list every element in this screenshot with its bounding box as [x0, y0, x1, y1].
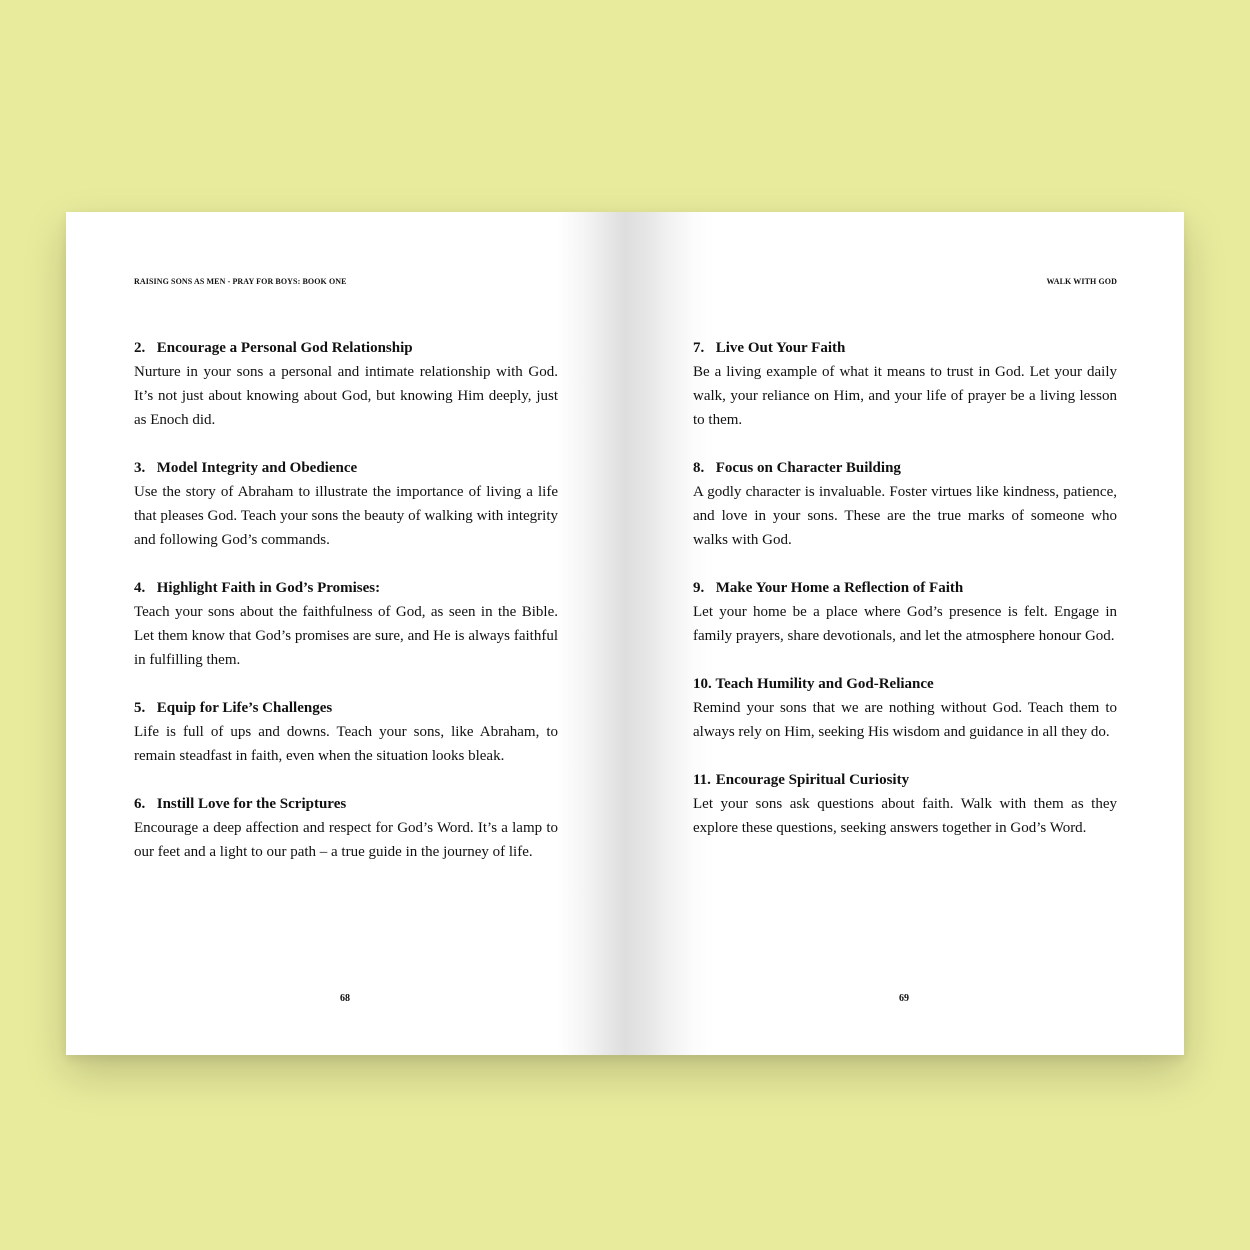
- item-title: [134, 456, 558, 480]
- list-item: [693, 672, 1117, 744]
- item-number: 4.: [134, 580, 146, 596]
- item-number: 8.: [693, 460, 705, 476]
- item-body: Be a living example of what it means to trust in God. Let your daily walk, your reliance on Him, and your life of prayer be a living lesson to them.: [693, 364, 1117, 428]
- item-body: Let your sons ask questions about faith. Walk with them as they explore these questions, seeking answers together in God’s Word.: [693, 796, 1117, 836]
- item-title: [134, 792, 558, 816]
- item-body: Let your home be a place where God’s presence is felt. Engage in family prayers, share devotionals, and let the atmosphere honour God.: [693, 604, 1117, 644]
- item-heading: Instill Love for the Scriptures: [156, 796, 347, 812]
- list-item: [693, 768, 1117, 840]
- item-heading: Equip for Life’s Challenges: [156, 700, 333, 716]
- item-number: 2.: [134, 340, 146, 356]
- item-number: 10.: [693, 676, 712, 692]
- item-title: [693, 456, 1117, 480]
- item-number: 11.: [693, 772, 711, 788]
- item-body: Life is full of ups and downs. Teach your sons, like Abraham, to remain steadfast in faith, even when the situation looks bleak.: [134, 724, 558, 764]
- item-number: 9.: [693, 580, 705, 596]
- list-item: [134, 456, 558, 552]
- running-head: WALK WITH GOD: [1046, 277, 1117, 286]
- item-title: [134, 336, 558, 360]
- item-body: Use the story of Abraham to illustrate the importance of living a life that pleases God. Teach your sons the beauty of walking with integrity and following God’s commands.: [134, 484, 558, 548]
- item-title: [693, 576, 1117, 600]
- list-item: [134, 576, 558, 672]
- item-heading: Encourage a Personal God Relationship: [156, 340, 413, 356]
- book-spread: [66, 212, 1184, 1055]
- item-body: Teach your sons about the faithfulness of God, as seen in the Bible. Let them know that God’s promises are sure, and He is always faithful in fulfilling them.: [134, 604, 558, 668]
- list-item: [693, 456, 1117, 552]
- item-title: [693, 672, 1117, 696]
- left-page: [66, 212, 625, 1055]
- item-body: A godly character is invaluable. Foster virtues like kindness, patience, and love in your sons. These are the true marks of someone who walks with God.: [693, 484, 1117, 548]
- right-page: [625, 212, 1184, 1055]
- item-number: 5.: [134, 700, 146, 716]
- item-heading: Highlight Faith in God’s Promises:: [156, 580, 381, 596]
- item-heading: Encourage Spiritual Curiosity: [715, 772, 910, 788]
- item-heading: Focus on Character Building: [715, 460, 901, 476]
- page-content: [134, 336, 558, 888]
- item-body: Encourage a deep affection and respect for God’s Word. It’s a lamp to our feet and a light to our path – a true guide in the journey of life.: [134, 820, 558, 860]
- list-item: [134, 696, 558, 768]
- item-number: 3.: [134, 460, 146, 476]
- item-title: [134, 696, 558, 720]
- list-item: [693, 336, 1117, 432]
- item-body: Nurture in your sons a personal and intimate relationship with God. It’s not just about knowing about God, but knowing Him deeply, just as Enoch did.: [134, 364, 558, 428]
- list-item: [693, 576, 1117, 648]
- list-item: [134, 336, 558, 432]
- item-heading: Make Your Home a Reflection of Faith: [715, 580, 964, 596]
- item-heading: Model Integrity and Obedience: [156, 460, 358, 476]
- item-heading: Live Out Your Faith: [715, 340, 846, 356]
- page-number: 68: [340, 993, 350, 1004]
- item-number: 6.: [134, 796, 146, 812]
- item-title: [693, 336, 1117, 360]
- item-number: 7.: [693, 340, 705, 356]
- item-title: [134, 576, 558, 600]
- running-head: RAISING SONS AS MEN - PRAY FOR BOYS: BOOK ONE: [134, 277, 347, 286]
- page-content: [693, 336, 1117, 864]
- item-title: [693, 768, 1117, 792]
- item-body: Remind your sons that we are nothing without God. Teach them to always rely on Him, seeking His wisdom and guidance in all they do.: [693, 700, 1117, 740]
- item-heading: Teach Humility and God-Reliance: [715, 676, 934, 692]
- page-number: 69: [899, 993, 909, 1004]
- list-item: [134, 792, 558, 864]
